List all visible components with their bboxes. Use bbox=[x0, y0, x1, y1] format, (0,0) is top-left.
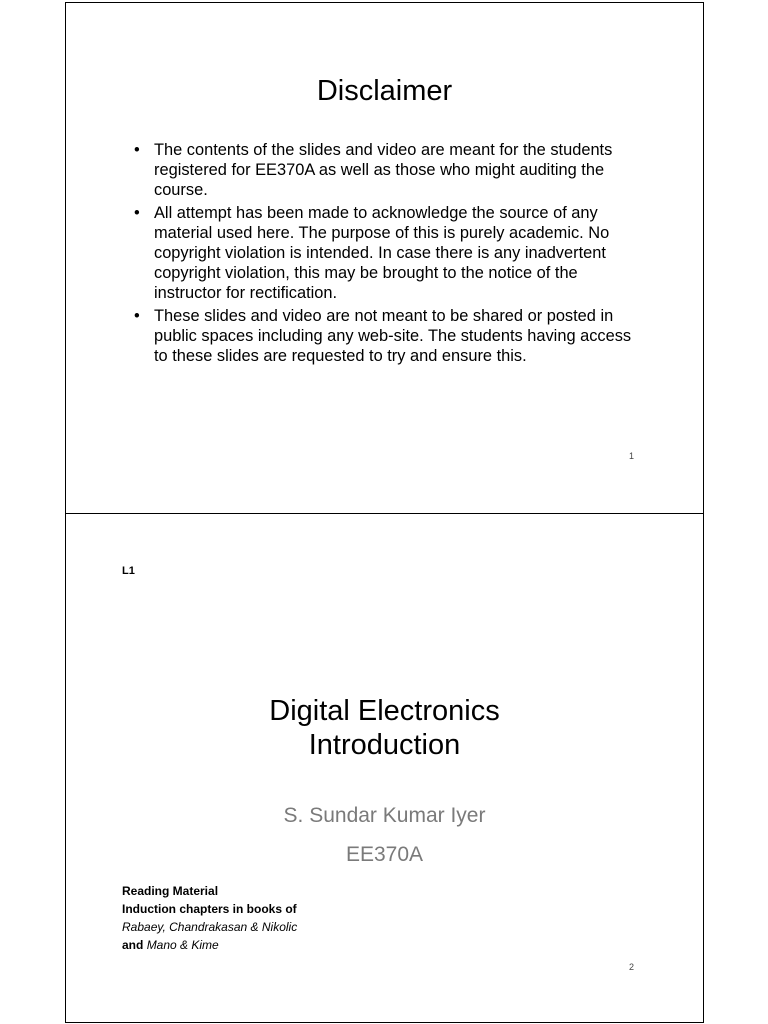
bullet-item bbox=[134, 306, 634, 366]
reading-and: and bbox=[122, 938, 144, 952]
reading-material bbox=[122, 882, 297, 954]
slide-intro bbox=[65, 513, 704, 1023]
bullet-list bbox=[134, 140, 634, 369]
bullet-text: The contents of the slides and video are meant for the students registered for EE370A as well as those who might auditing the course. bbox=[154, 141, 613, 199]
reading-line bbox=[122, 936, 297, 954]
bullet-text: These slides and video are not meant to be shared or posted in public spaces including any web-site. The students having access to these slides are requested to try and ensure this. bbox=[154, 307, 632, 365]
page-number: 2 bbox=[628, 962, 634, 972]
course-code: EE370A bbox=[345, 843, 424, 866]
bullet-marker: • bbox=[134, 307, 140, 325]
author-name: S. Sundar Kumar Iyer bbox=[283, 804, 486, 827]
bullet-item bbox=[134, 203, 634, 303]
page-number: 1 bbox=[628, 451, 634, 461]
title-line: Introduction bbox=[308, 729, 461, 761]
reading-books: Mano & Kime bbox=[146, 938, 219, 952]
reading-heading: Reading Material bbox=[122, 884, 219, 898]
lecture-tag: L1 bbox=[122, 565, 135, 577]
bullet-text: All attempt has been made to acknowledge the source of any material used here. The purpose of this is purely academic. No copyright violation is intended. In case there is any inadvertent copyright violation, this may be brought to the notice of the instructor for rectification. bbox=[154, 204, 610, 302]
title-line: Digital Electronics bbox=[269, 695, 500, 727]
slide-disclaimer bbox=[65, 2, 704, 514]
reading-line: Induction chapters in books of bbox=[122, 902, 297, 916]
bullet-marker: • bbox=[134, 141, 140, 159]
slide-title bbox=[66, 694, 703, 762]
bullet-marker: • bbox=[134, 204, 140, 222]
slide-title: Disclaimer bbox=[316, 75, 453, 107]
reading-books: Rabaey, Chandrakasan & Nikolic bbox=[122, 920, 298, 934]
bullet-item bbox=[134, 140, 634, 200]
